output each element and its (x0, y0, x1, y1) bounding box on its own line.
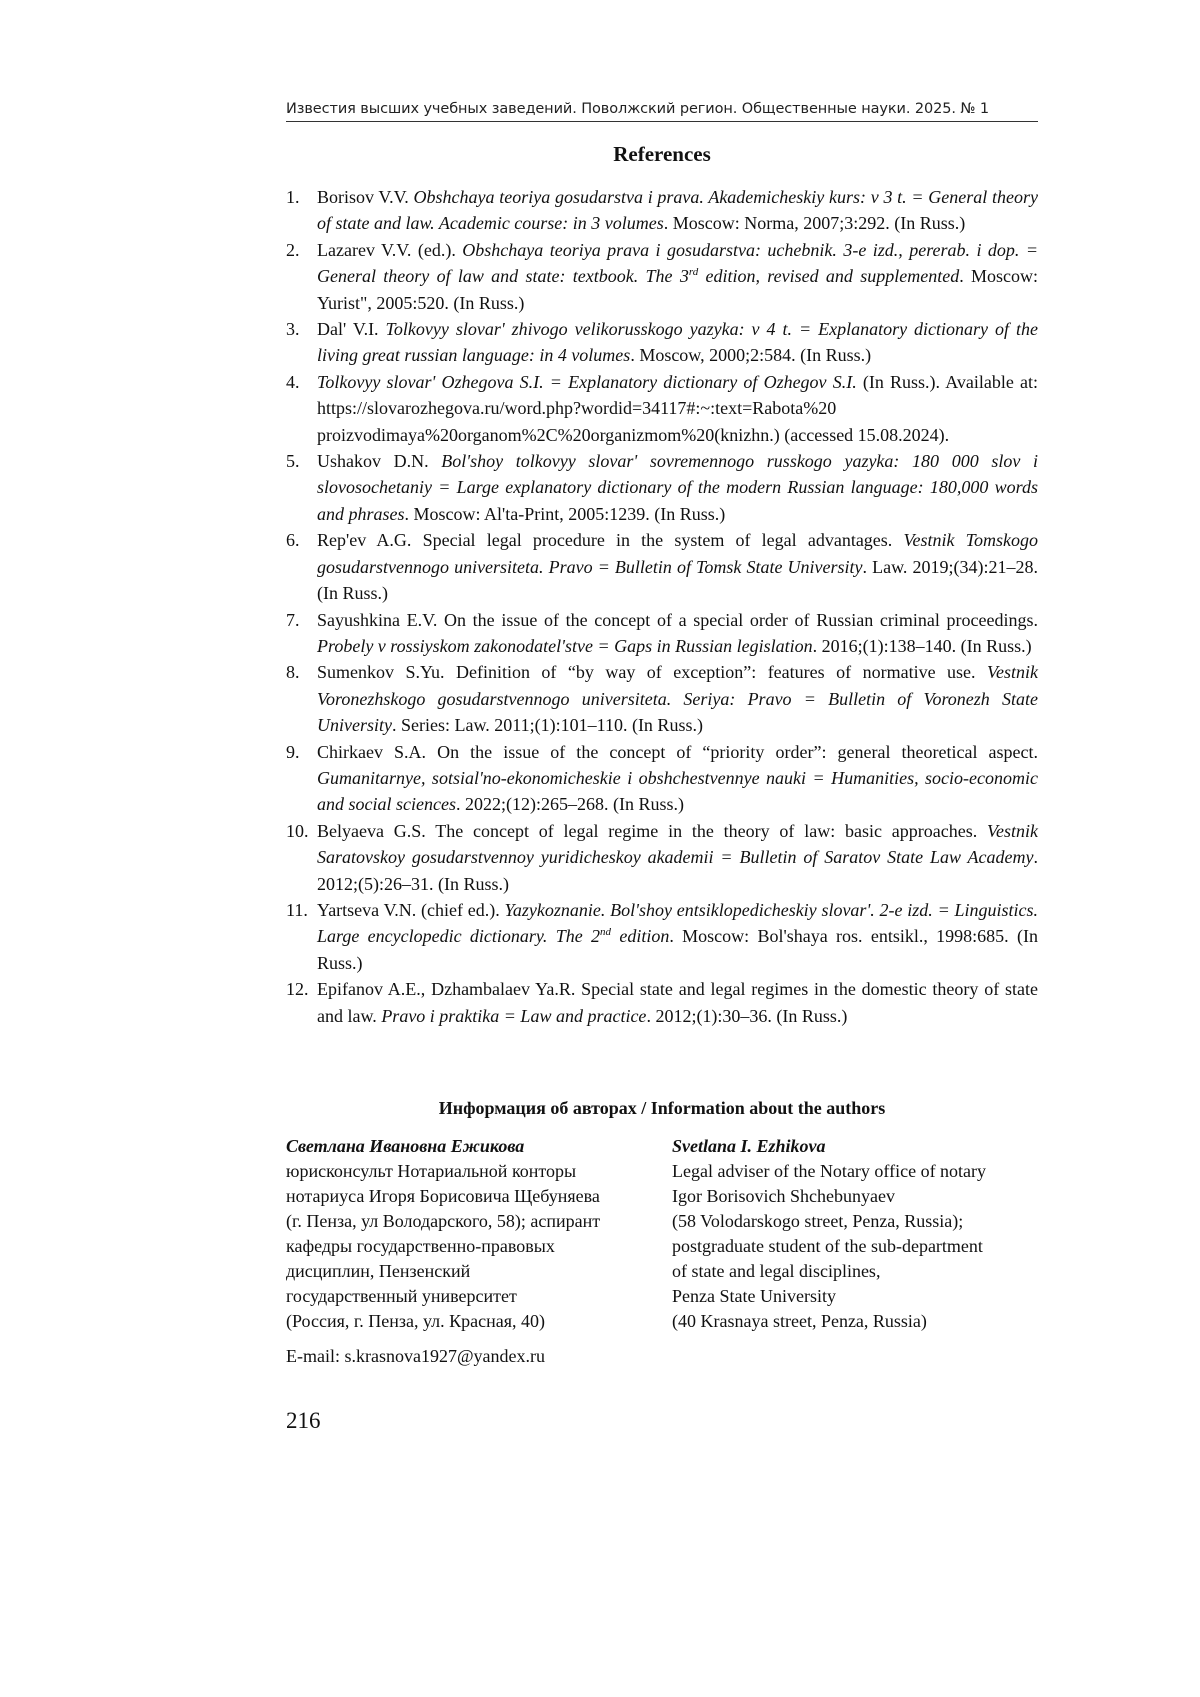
reference-item (286, 818, 1038, 897)
reference-text: Belyaeva G.S. The concept of legal regime in the theory of law: basic approaches. Vestnik Saratovskoy gosudarstvennoy yuridicheskoy akademii = Bulletin of Saratov State Law Academy. 2012;(5):26–31. (In Russ.) (317, 820, 1038, 894)
author-email: E-mail: s.krasnova1927@yandex.ru (286, 1346, 546, 1366)
reference-item (286, 448, 1038, 527)
reference-number: 10. (286, 820, 309, 841)
reference-text: Yartseva V.N. (chief ed.). Yazykoznanie. Bol'shoy entsiklopedicheskiy slovar'. 2-e izd. = Linguistics. Large encyclopedic dictionary. The 2nd edition. Moscow: Bol'shaya ros. entsikl., 1998:685. (In Russ.) (317, 899, 1038, 973)
author-en-line: Igor Borisovich Shchebunyaev (672, 1186, 895, 1206)
author-en-line: of state and legal disciplines, (672, 1261, 881, 1281)
page-number: 216 (286, 1408, 321, 1433)
reference-number: 5. (286, 451, 300, 472)
authors-section-title: Информация об авторах / Information about the authors (438, 1098, 886, 1118)
reference-text: Epifanov A.E., Dzhambalaev Ya.R. Special state and legal regimes in the domestic theory of state and law. Pravo i praktika = Law and practice. 2012;(1):30–36. (In Russ.) (317, 979, 1038, 1026)
author-ru-line: юрисконсульт Нотариальной конторы (286, 1161, 577, 1181)
reference-text: Dal' V.I. Tolkovyy slovar' zhivogo velikorusskogo yazyka: v 4 t. = Explanatory dictionary of the living great russian language: in 4 volumes. Moscow, 2000;2:584. (In Russ.) (317, 319, 1038, 366)
author-en-line: (58 Volodarskogo street, Penza, Russia); (672, 1211, 964, 1231)
author-ru-line: кафедры государственно-правовых (286, 1236, 555, 1256)
reference-text: Sumenkov S.Yu. Definition of “by way of exception”: features of normative use. Vestnik Voronezhskogo gosudarstvennogo universiteta. Seriya: Pravo = Bulletin of Voronezh State University. Series: Law. 2011;(1):101–110. (In Russ.) (317, 662, 1038, 736)
author-info-russian (286, 1134, 656, 1334)
author-ru-line: (г. Пенза, ул Володарского, 58); аспирант (286, 1211, 601, 1231)
reference-text: Tolkovyy slovar' Ozhegova S.I. = Explanatory dictionary of Ozhegov S.I. (In Russ.). Available at: https://slovarozhegova.ru/word.php?wordid=34117#:~:text=Rabota%20 proizvodimaya%20organom%2C%20organizmom%20(knizhn.) (accessed 15.08.2024). (317, 371, 1039, 445)
reference-item (286, 739, 1038, 818)
reference-item (286, 976, 1038, 1029)
reference-text: Rep'ev A.G. Special legal procedure in the system of legal advantages. Vestnik Tomskogo gosudarstvennogo universiteta. Pravo = Bulletin of Tomsk State University. Law. 2019;(34):21–28. (In Russ.) (317, 530, 1038, 604)
reference-item (286, 237, 1038, 316)
reference-number: 3. (286, 319, 300, 340)
references-title: References (613, 142, 711, 166)
reference-item (286, 184, 1038, 237)
references-list (286, 184, 1038, 1029)
reference-text: Chirkaev S.A. On the issue of the concept of “priority order”: general theoretical aspect. Gumanitarnye, sotsial'no-ekonomicheskie i obshchestvennye nauki = Humanities, socio-economic and social sciences. 2022;(12):265–268. (In Russ.) (317, 741, 1038, 815)
reference-number: 9. (286, 741, 300, 762)
author-name-russian: Светлана Ивановна Ежикова (286, 1136, 525, 1156)
author-ru-line: дисциплин, Пензенский (286, 1261, 471, 1281)
reference-number: 8. (286, 662, 300, 683)
reference-text: Borisov V.V. Obshchaya teoriya gosudarstva i prava. Akademicheskiy kurs: v 3 t. = General theory of state and law. Academic course: in 3 volumes. Moscow: Norma, 2007;3:292. (In Russ.) (317, 187, 1038, 234)
reference-item (286, 607, 1038, 660)
reference-item (286, 659, 1038, 738)
reference-text: Lazarev V.V. (ed.). Obshchaya teoriya prava i gosudarstva: uchebnik. 3-e izd., pererab. i dop. = General theory of law and state: textbook. The 3rd edition, revised and supplemented. Moscow: Yurist", 2005:520. (In Russ.) (317, 239, 1039, 313)
author-name-english: Svetlana I. Ezhikova (672, 1136, 826, 1156)
author-ru-line: (Россия, г. Пенза, ул. Красная, 40) (286, 1311, 546, 1331)
author-en-line: Legal adviser of the Notary office of notary (672, 1161, 987, 1181)
reference-number: 1. (286, 187, 300, 207)
reference-text: Sayushkina E.V. On the issue of the concept of a special order of Russian criminal proceedings. Probely v rossiyskom zakonodatel'stve = Gaps in Russian legislation. 2016;(1):138–140. (In Russ.) (317, 609, 1038, 656)
author-info-english (672, 1134, 1038, 1334)
author-ru-line: нотариуса Игоря Борисовича Щебуняева (286, 1186, 600, 1206)
reference-number: 4. (286, 371, 300, 392)
reference-item (286, 897, 1038, 976)
reference-text: Ushakov D.N. Bol'shoy tolkovyy slovar' sovremennogo russkogo yazyka: 180 000 slov i slovosochetaniy = Large explanatory dictionary of the modern Russian language: 180,000 words and phrases. Moscow: Al'ta-Print, 2005:1239. (In Russ.) (317, 451, 1038, 524)
journal-header: Известия высших учебных заведений. Поволжский регион. Общественные науки. 2025. № 1 (286, 101, 1038, 122)
author-ru-line: государственный университет (286, 1286, 517, 1306)
author-en-line: postgraduate student of the sub-department (672, 1236, 983, 1256)
reference-item (286, 369, 1038, 448)
reference-number: 11. (286, 899, 308, 920)
reference-item (286, 527, 1038, 606)
reference-number: 6. (286, 530, 300, 551)
author-en-line: (40 Krasnaya street, Penza, Russia) (672, 1311, 927, 1331)
reference-number: 7. (286, 609, 300, 630)
reference-number: 12. (286, 979, 309, 1000)
author-en-line: Penza State University (672, 1286, 836, 1306)
reference-number: 2. (286, 239, 300, 260)
reference-item (286, 316, 1038, 369)
